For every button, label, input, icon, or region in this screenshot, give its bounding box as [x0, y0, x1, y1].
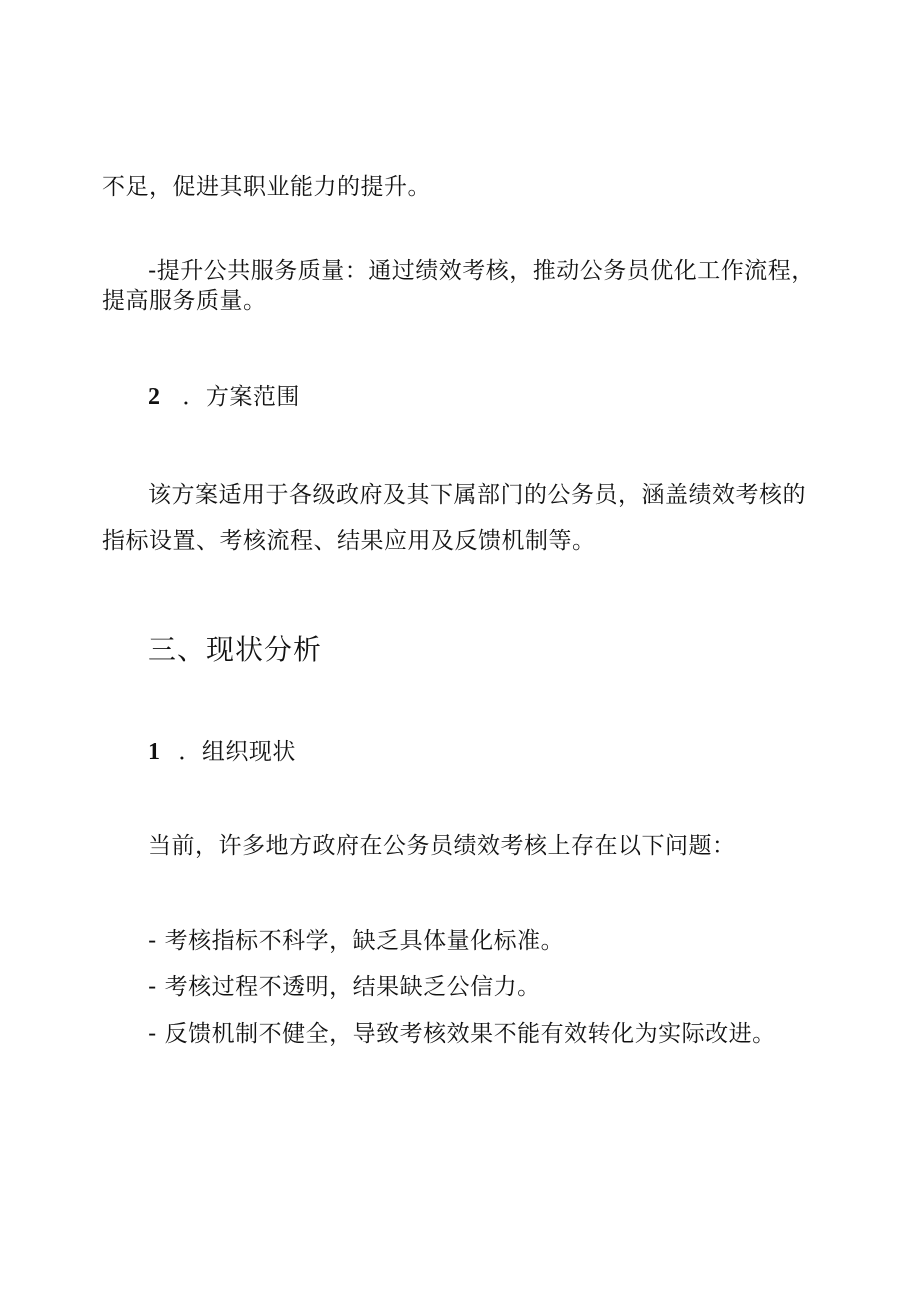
subheading-title: ．组织现状: [178, 739, 296, 765]
section-heading: 三、现状分析: [148, 633, 323, 666]
subheading-number: 2: [148, 384, 161, 410]
subheading-org: [148, 737, 296, 767]
paragraph-line: 当前，许多地方政府在公务员绩效考核上存在以下问题：: [148, 833, 736, 859]
paragraph-line: 该方案适用于各级政府及其下属部门的公务员，涵盖绩效考核的: [148, 482, 806, 508]
subheading-title: ．方案范围: [182, 384, 300, 410]
paragraph-line: -提升公共服务质量：通过绩效考核，推动公务员优化工作流程，: [148, 258, 815, 284]
list-item: - 考核过程不透明，结果缺乏公信力。: [148, 974, 541, 1000]
subheading-scope: [148, 382, 300, 412]
paragraph-line: 指标设置、考核流程、结果应用及反馈机制等。: [102, 528, 596, 554]
list-item: - 考核指标不科学，缺乏具体量化标准。: [148, 928, 565, 954]
paragraph-line: 提高服务质量。: [102, 288, 267, 314]
subheading-number: 1: [148, 739, 161, 765]
paragraph-line: 不足，促进其职业能力的提升。: [102, 174, 431, 200]
list-item: - 反馈机制不健全，导致考核效果不能有效转化为实际改进。: [148, 1021, 776, 1047]
